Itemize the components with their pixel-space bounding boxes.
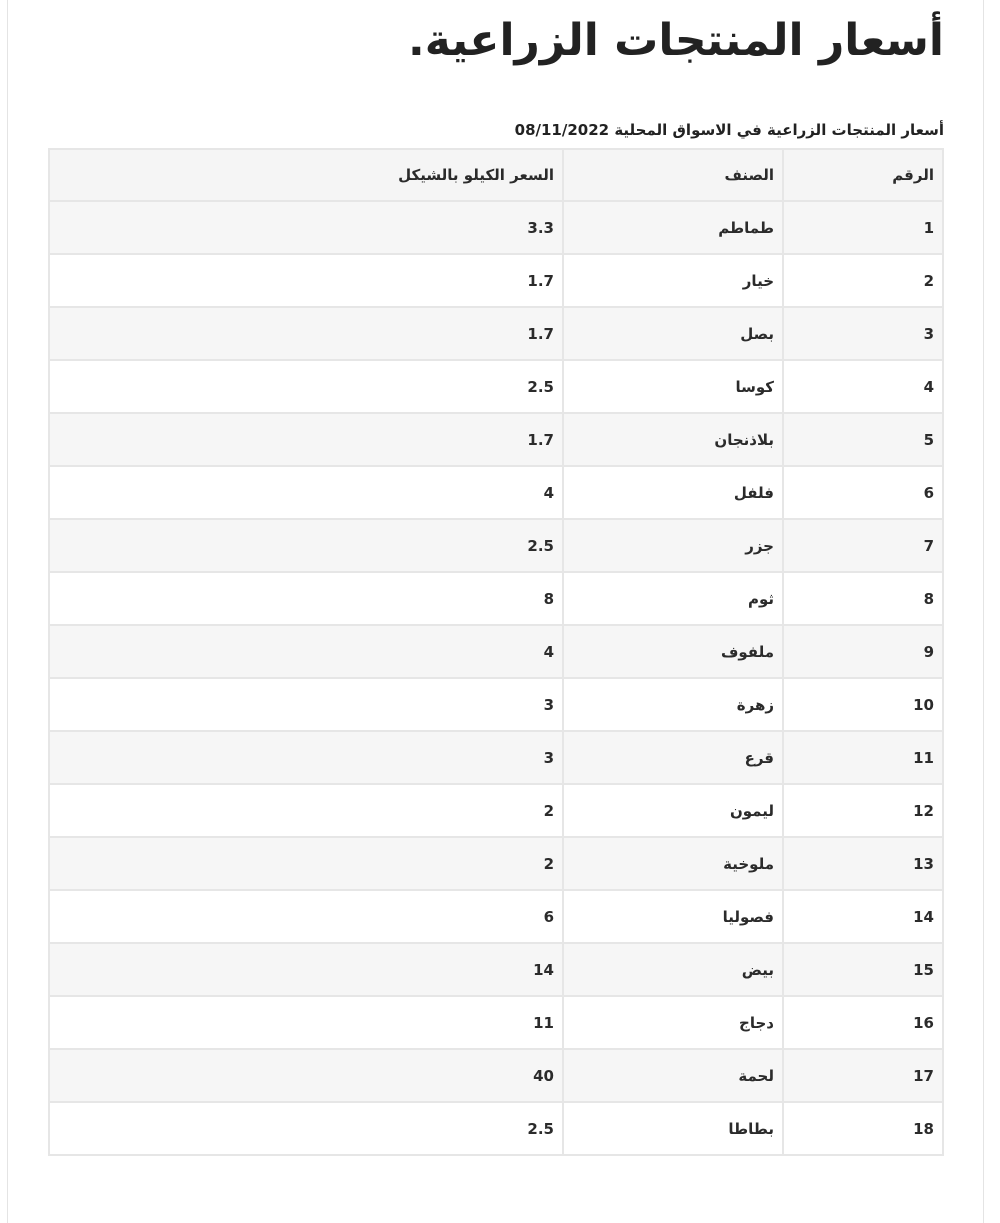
cell-item: قرع: [563, 731, 783, 784]
cell-price: 2: [49, 784, 563, 837]
cell-item: ملفوف: [563, 625, 783, 678]
cell-item: زهرة: [563, 678, 783, 731]
table-row: [49, 731, 943, 784]
table-row: [49, 360, 943, 413]
cell-item: طماطم: [563, 201, 783, 254]
cell-item: دجاج: [563, 996, 783, 1049]
cell-price: 6: [49, 890, 563, 943]
cell-price: 40: [49, 1049, 563, 1102]
cell-number: 10: [783, 678, 943, 731]
cell-item: لحمة: [563, 1049, 783, 1102]
table-row: [49, 201, 943, 254]
cell-price: 2.5: [49, 1102, 563, 1155]
page-border-left: [7, 0, 8, 1223]
cell-price: 1.7: [49, 254, 563, 307]
table-header-row: [49, 149, 943, 201]
cell-number: 14: [783, 890, 943, 943]
cell-item: ليمون: [563, 784, 783, 837]
cell-number: 11: [783, 731, 943, 784]
page-title: أسعار المنتجات الزراعية.: [408, 15, 944, 66]
cell-item: بلاذنجان: [563, 413, 783, 466]
cell-price: 8: [49, 572, 563, 625]
header-item: الصنف: [563, 149, 783, 201]
cell-price: 3.3: [49, 201, 563, 254]
cell-price: 4: [49, 625, 563, 678]
cell-price: 4: [49, 466, 563, 519]
cell-price: 1.7: [49, 413, 563, 466]
cell-number: 3: [783, 307, 943, 360]
cell-item: خيار: [563, 254, 783, 307]
cell-item: بصل: [563, 307, 783, 360]
article-content: [50, 0, 944, 1156]
cell-number: 9: [783, 625, 943, 678]
cell-price: 2.5: [49, 360, 563, 413]
cell-number: 6: [783, 466, 943, 519]
cell-item: بيض: [563, 943, 783, 996]
cell-item: ثوم: [563, 572, 783, 625]
cell-number: 8: [783, 572, 943, 625]
cell-price: 11: [49, 996, 563, 1049]
table-row: [49, 519, 943, 572]
cell-price: 14: [49, 943, 563, 996]
cell-number: 5: [783, 413, 943, 466]
table-row: [49, 1102, 943, 1155]
cell-price: 2: [49, 837, 563, 890]
table-caption: أسعار المنتجات الزراعية في الاسواق المحلية 08/11/2022: [514, 121, 944, 139]
cell-number: 15: [783, 943, 943, 996]
table-row: [49, 678, 943, 731]
header-number: الرقم: [783, 149, 943, 201]
cell-item: ملوخية: [563, 837, 783, 890]
table-row: [49, 784, 943, 837]
cell-price: 2.5: [49, 519, 563, 572]
table-row: [49, 254, 943, 307]
header-price: السعر الكيلو بالشيكل: [49, 149, 563, 201]
cell-number: 18: [783, 1102, 943, 1155]
cell-item: فصوليا: [563, 890, 783, 943]
table-row: [49, 943, 943, 996]
table-row: [49, 1049, 943, 1102]
cell-item: فلفل: [563, 466, 783, 519]
table-row: [49, 572, 943, 625]
table-row: [49, 837, 943, 890]
cell-price: 1.7: [49, 307, 563, 360]
cell-item: كوسا: [563, 360, 783, 413]
cell-number: 2: [783, 254, 943, 307]
prices-table: [48, 148, 944, 1156]
table-row: [49, 413, 943, 466]
cell-number: 16: [783, 996, 943, 1049]
cell-number: 7: [783, 519, 943, 572]
table-row: [49, 307, 943, 360]
table-row: [49, 890, 943, 943]
cell-number: 1: [783, 201, 943, 254]
cell-number: 13: [783, 837, 943, 890]
cell-price: 3: [49, 731, 563, 784]
cell-price: 3: [49, 678, 563, 731]
cell-item: بطاطا: [563, 1102, 783, 1155]
cell-item: جزر: [563, 519, 783, 572]
page-border-right: [983, 0, 984, 1223]
cell-number: 17: [783, 1049, 943, 1102]
table-row: [49, 996, 943, 1049]
cell-number: 4: [783, 360, 943, 413]
cell-number: 12: [783, 784, 943, 837]
table-row: [49, 625, 943, 678]
table-row: [49, 466, 943, 519]
